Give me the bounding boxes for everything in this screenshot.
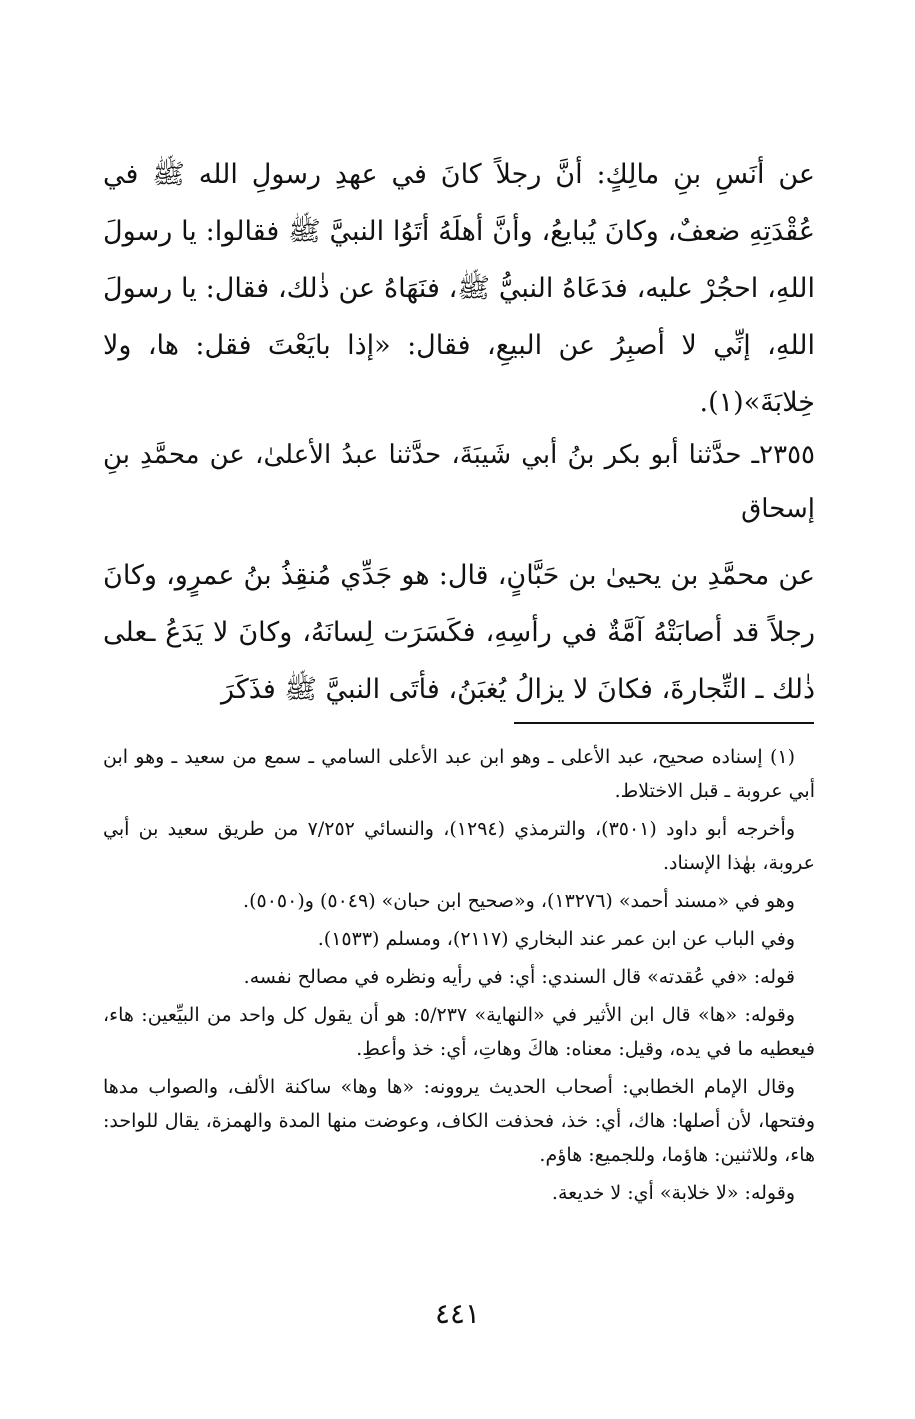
footnote-paragraph: (١) إسناده صحيح، عبد الأعلى ـ وهو ابن عبد الأعلى السامي ـ سمع من سعيد ـ وهو ابن أبي عروبة ـ قبل الاختلاط. <box>103 746 815 802</box>
hadith-matn-paragraph: عن محمَّدِ بن يحيىٰ بن حَبَّانٍ، قال: هو جَدِّي مُنقِذُ بنُ عمرٍو، وكانَ رجلاً قد أصابَتْهُ آمَّةٌ في رأسِهِ، فكَسَرَت لِسانَهُ، وكانَ لا يَدَعُ ـعلى ذٰلك ـ التِّجارةَ، فكانَ لا يزالُ يُغبَنُ، فأتَى النبيَّ ﷺ فذَكَرَ <box>103 560 815 705</box>
hadith-paragraph: عن أنَسِ بنِ مالِكٍ: أنَّ رجلاً كانَ في عهدِ رسولِ الله ﷺ في عُقْدَتِهِ ضعفٌ، وكانَ يُبايعُ، وأنَّ أهلَهُ أتَوُا النبيَّ ﷺ فقالوا: يا رسولَ اللهِ، احجُرْ عليه، فدَعَاهُ النبيُّ ﷺ، فنَهَاهُ عن ذٰلك، فقال: يا رسولَ اللهِ، إنِّي لا أصبِرُ عن البيعِ، فقال: «إذا بايَعْتَ فقل: ها، ولا خِلابَةَ»(١). <box>103 159 815 418</box>
footnote-paragraph: وأخرجه أبو داود (٣٥٠١)، والترمذي (١٢٩٤)، والنسائي ٧/٢٥٢ من طريق سعيد بن أبي عروبة، بهٰذا الإسناد. <box>103 818 815 874</box>
hadith-isnad-paragraph: ٢٣٥٥ـ حدَّثنا أبو بكر بنُ أبي شَيبَةَ، حدَّثنا عبدُ الأعلىٰ، عن محمَّدِ بنِ إسحاق <box>103 440 815 524</box>
footnotes-section <box>103 740 815 1214</box>
footnote-paragraph: وفي الباب عن ابن عمر عند البخاري (٢١١٧)، ومسلم (١٥٣٣). <box>317 928 795 950</box>
hadith-text-block <box>103 146 815 431</box>
hadith-isnad-block <box>103 428 815 536</box>
footnote-paragraph: قوله: «في عُقدته» قال السندي: أي: في رأيه ونظره في مصالح نفسه. <box>243 966 795 988</box>
footnote-paragraph: وقوله: «لا خلابة» أي: لا خديعة. <box>551 1182 795 1204</box>
footnote-paragraph: وقوله: «ها» قال ابن الأثير في «النهاية» ٥/٢٣٧: هو أن يقول كل واحد من البيِّعين: هاء، فيعطيه ما في يده، وقيل: معناه: هاكَ وهاتِ، أي: خذ وأعطِ. <box>103 1004 815 1060</box>
footnote-separator-line <box>514 722 814 724</box>
footnote-paragraph: وهو في «مسند أحمد» (١٣٢٧٦)، و«صحيح ابن حبان» (٥٠٤٩) و(٥٠٥٠). <box>243 890 795 912</box>
page-number: ٤٤١ <box>434 1297 481 1330</box>
footnote-paragraph: وقال الإمام الخطابي: أصحاب الحديث يروونه: «ها وها» ساكنة الألف، والصواب مدها وفتحها، لأن أصلها: هاك، أي: خذ، فحذفت الكاف، وعوضت منها المدة والهمزة، يقال للواحد: هاء، وللاثنين: هاؤما، وللجميع: هاؤم. <box>103 1076 815 1166</box>
hadith-matn-block <box>103 547 815 718</box>
